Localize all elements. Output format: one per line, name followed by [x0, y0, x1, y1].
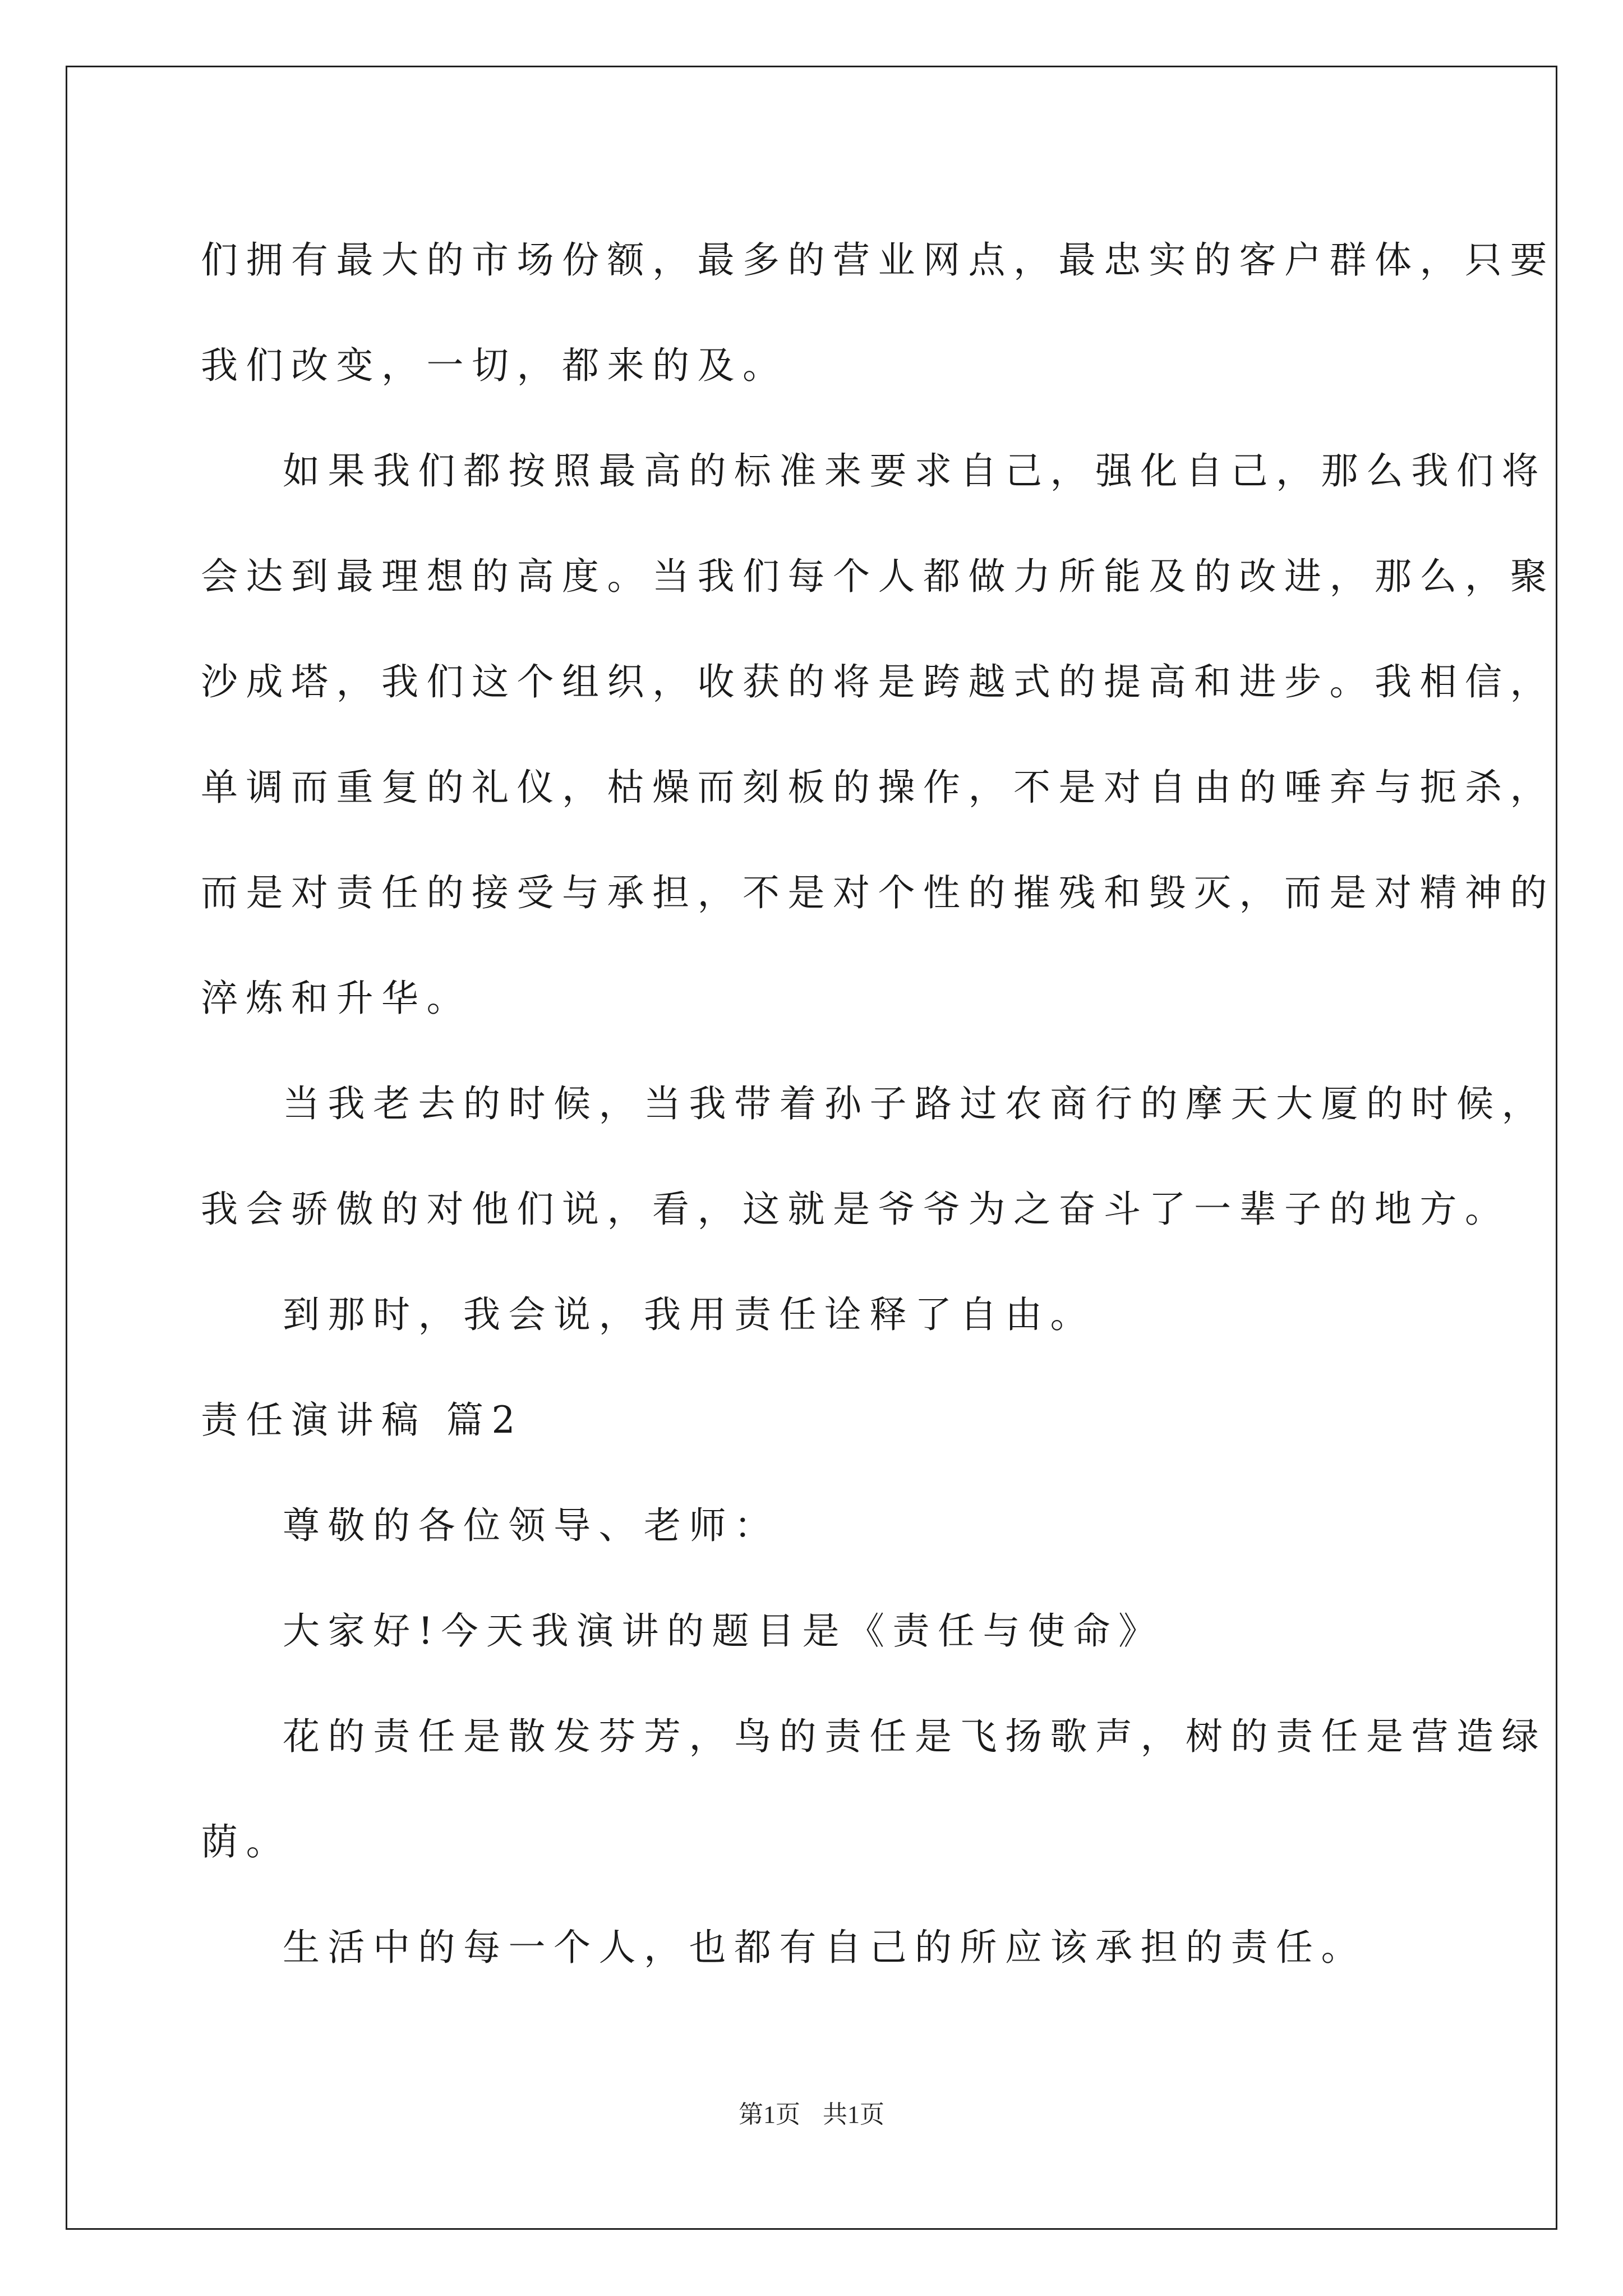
page-footer [0, 2098, 1623, 2132]
text-line: 单调而重复的礼仪，枯燥而刻板的操作，不是对自由的唾弃与扼杀， [201, 766, 1555, 809]
document-body [201, 208, 1555, 2000]
page-number: 第1页 [739, 2101, 800, 2128]
text-line: 如果我们都按照最高的标准来要求自己，强化自己，那么我们将 [283, 449, 1547, 493]
text-line: 我会骄傲的对他们说，看，这就是爷爷为之奋斗了一辈子的地方。 [201, 1188, 1510, 1231]
salutation: 尊敬的各位领导、老师： [283, 1504, 780, 1547]
text-line: 会达到最理想的高度。当我们每个人都做力所能及的改进，那么，聚 [201, 555, 1555, 598]
text-line: 沙成塔，我们这个组织，收获的将是跨越式的提高和进步。我相信， [201, 660, 1555, 703]
text-line: 们拥有最大的市场份额，最多的营业网点，最忠实的客户群体，只要 [201, 238, 1555, 282]
text-line: 我们改变，一切，都来的及。 [201, 344, 788, 387]
text-line: 荫。 [201, 1820, 291, 1864]
text-line: 生活中的每一个人，也都有自己的所应该承担的责任。 [283, 1926, 1366, 1969]
text-line: 大家好!今天我演讲的题目是《责任与使命》 [283, 1609, 1164, 1653]
text-line: 花的责任是散发芬芳，鸟的责任是飞扬歌声，树的责任是营造绿 [283, 1715, 1547, 1758]
text-line: 当我老去的时候，当我带着孙子路过农商行的摩天大厦的时候， [283, 1082, 1547, 1125]
text-line: 淬炼和升华。 [201, 977, 472, 1020]
page-total: 共1页 [823, 2101, 884, 2128]
text-line: 而是对责任的接受与承担，不是对个性的摧残和毁灭，而是对精神的 [201, 871, 1555, 914]
text-line: 到那时，我会说，我用责任诠释了自由。 [283, 1293, 1095, 1336]
section-heading: 责任演讲稿 篇2 [201, 1398, 523, 1442]
